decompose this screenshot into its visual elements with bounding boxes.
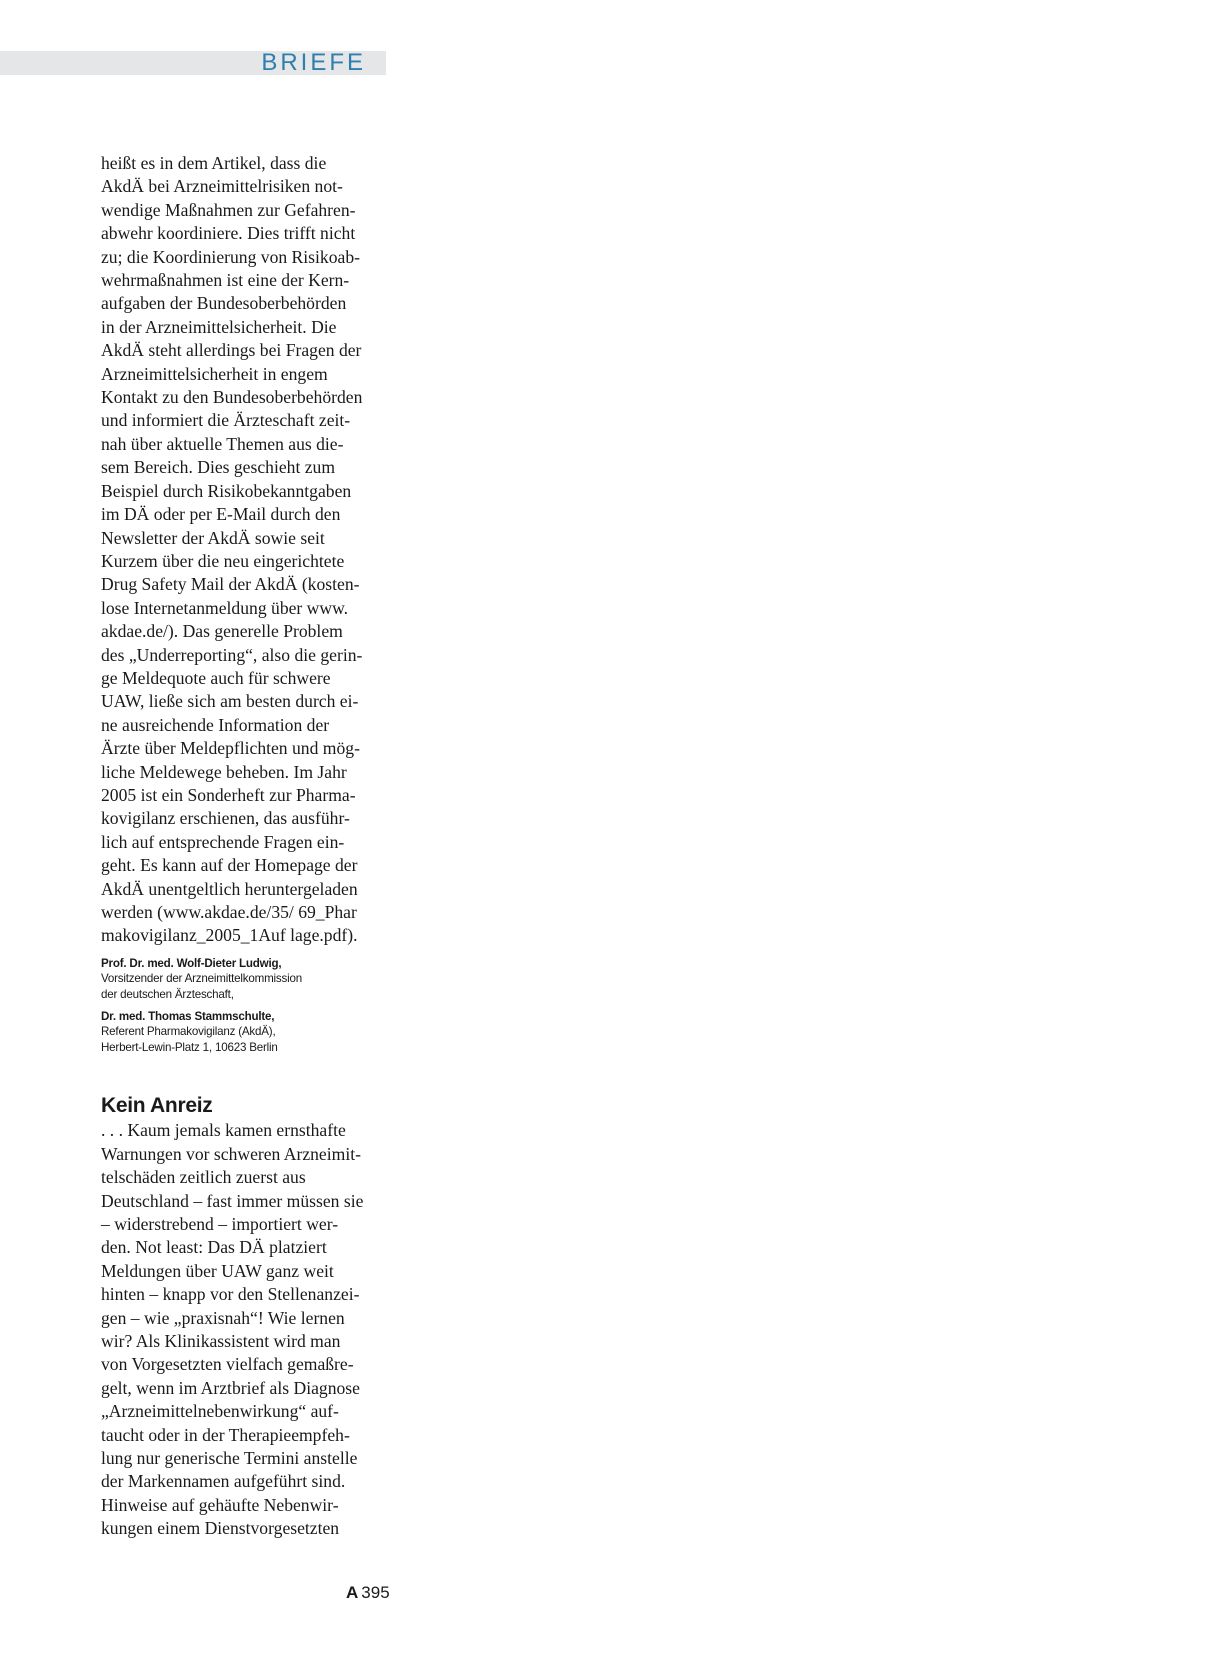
text-line: taucht oder in der Therapieempfeh- [101,1424,350,1445]
page-number [346,1583,390,1603]
text-line: „Arzneimittelnebenwirkung“ auf- [101,1401,339,1422]
text-line: lich auf entsprechende Fragen ein- [101,831,345,852]
text-line: von Vorgesetzten vielfach gemaßre- [101,1354,354,1375]
text-line: aufgaben der Bundesoberbehörden [101,293,347,314]
text-line: gen – wie „praxisnah“! Wie lernen [101,1307,345,1328]
text-line: in der Arzneimittelsicherheit. Die [101,316,337,337]
letter-body [101,1119,388,1540]
text-line: Hinweise auf gehäufte Nebenwir- [101,1494,339,1515]
text-line: geht. Es kann auf der Homepage der [101,855,358,876]
text-line: liche Meldewege beheben. Im Jahr [101,761,347,782]
author-affiliation: der deutschen Ärzteschaft, [101,988,234,1001]
author-name: Dr. med. Thomas Stammschulte, [101,1009,275,1023]
author-name: Prof. Dr. med. Wolf-Dieter Ludwig, [101,956,282,970]
text-line: sem Bereich. Dies geschieht zum [101,457,336,478]
text-column [101,152,388,1541]
author-signature [101,956,388,1003]
text-line: AkdÄ steht allerdings bei Fragen der [101,340,362,361]
text-line: Deutschland – fast immer müssen sie [101,1190,364,1211]
text-line: abwehr koordiniere. Dies trifft nicht [101,223,356,244]
text-line: werden (www.akdae.de/35/ 69_Phar [101,902,357,922]
author-address: Herbert-Lewin-Platz 1, 10623 Berlin [101,1040,278,1054]
text-line: wehrmaßnahmen ist eine der Kern- [101,270,350,291]
text-line: kovigilanz erschienen, das ausführ- [101,808,350,829]
text-line: kungen einem Dienstvorgesetzten [101,1518,340,1539]
text-line: Meldungen über UAW ganz weit [101,1260,334,1281]
text-line: im DÄ oder per E-Mail durch den [101,504,341,525]
page-prefix: A [346,1583,359,1602]
text-line: Warnungen vor schweren Arzneimit- [101,1143,361,1164]
text-line: Ärzte über Meldepflichten und mög- [101,738,360,759]
text-line: Beispiel durch Risikobekanntgaben [101,480,352,501]
text-line: lung nur generische Termini anstelle [101,1448,358,1469]
text-line: akdae.de/). Das generelle Problem [101,621,343,642]
text-line: lose Internetanmeldung über www. [101,597,349,618]
text-line: . . . Kaum jemals kamen ernsthafte [101,1120,346,1141]
text-line: telschäden zeitlich zuerst aus [101,1167,306,1188]
text-line: der Markennamen aufgeführt sind. [101,1471,346,1492]
text-line: nah über aktuelle Themen aus die- [101,433,344,454]
text-line: ne ausreichende Information der [101,714,330,735]
page-value: 395 [361,1583,390,1602]
text-line: – widerstrebend – importiert wer- [101,1214,339,1234]
text-line: ge Meldequote auch für schwere [101,667,331,688]
text-line: des „Underreporting“, also die gerin- [101,644,363,665]
text-line: AkdÄ bei Arzneimittelrisiken not- [101,176,343,197]
article-body [101,152,388,948]
text-line: Kontakt zu den Bundesoberbehörden [101,387,363,408]
text-line: gelt, wenn im Arztbrief als Diagnose [101,1377,360,1398]
letter-heading: Kein Anreiz [101,1094,213,1118]
author-signature [101,1009,388,1056]
text-line: wendige Maßnahmen zur Gefahren- [101,199,356,220]
text-line: den. Not least: Das DÄ platziert [101,1237,327,1258]
author-affiliation: Vorsitzender der Arzneimittelkommission [101,972,302,986]
text-line: wir? Als Klinikassistent wird man [101,1331,341,1352]
text-line: Newsletter der AkdÄ sowie seit [101,527,325,548]
text-line: Kurzem über die neu eingerichtete [101,550,345,571]
text-line: heißt es in dem Artikel, dass die [101,153,327,173]
text-line: AkdÄ unentgeltlich heruntergeladen [101,878,358,899]
text-line: UAW, ließe sich am besten durch ei- [101,691,359,712]
section-title: BRIEFE [261,49,366,76]
text-line: zu; die Koordinierung von Risikoab- [101,246,360,267]
text-line: Arzneimittelsicherheit in engem [101,363,328,384]
text-line: 2005 ist ein Sonderheft zur Pharma- [101,784,356,805]
text-line: und informiert die Ärzteschaft zeit- [101,410,351,431]
text-line: hinten – knapp vor den Stellenanzei- [101,1284,360,1305]
text-line: Drug Safety Mail der AkdÄ (kosten- [101,574,360,595]
author-affiliation: Referent Pharmakovigilanz (AkdÄ), [101,1025,276,1039]
section-header-bar [0,51,386,75]
text-line: makovigilanz_2005_1Auf lage.pdf). [101,925,358,946]
